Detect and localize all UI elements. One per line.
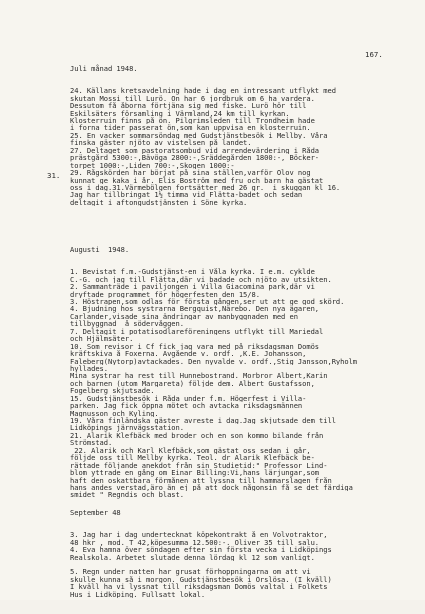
diary-line: 21. Alarik Klefbäck med broder och en son kommo bilande från bbox=[70, 431, 324, 440]
diary-line: deltagit i aftongudstjänsten i Söne kyrka. bbox=[70, 198, 248, 207]
diary-line: Dessutom få åborna förtjäna sig med fiske. Lurö hör till bbox=[70, 102, 307, 110]
diary-line: dryftade programmet för högerfesten den 15/8. bbox=[70, 290, 260, 298]
diary-line: 1. Bevistat f.m.-Gudstjänst-en i Våla kyrka. I e.m. cyklde bbox=[70, 268, 315, 276]
diary-line: Hus i Lidköping. Fullsatt lokal. bbox=[70, 590, 206, 599]
diary-line: finska gäster njöto av vistelsen på landet. bbox=[70, 139, 252, 147]
diary-line: 27. Deltaget som pastoratsombud vid arrendevärdering i Råda bbox=[70, 146, 320, 155]
diary-line: blom yttrade en gång om Einar Billing:Vi,hans lärjungar,som bbox=[70, 469, 320, 477]
diary-line: Eskilsäters församling i Värmland,24 km till kyrkan. bbox=[70, 109, 290, 117]
september-section bbox=[70, 494, 400, 613]
diary-line: kräftskiva å Foxerna. Avgående v. ordf. ,K.E. Johansson, bbox=[70, 350, 307, 358]
diary-line: 7. Deltagit i potatisodlareföreningens utflykt till Mariedal bbox=[70, 327, 324, 336]
month-heading-september: September 48 bbox=[70, 507, 121, 517]
diary-line: parken. Jag fick öppna mötet och avtacka riksdagsmännen bbox=[70, 402, 303, 410]
diary-line: och barnen (utom Margareta) följde dem. Albert Gustafsson, bbox=[70, 379, 315, 388]
diary-line: oss i dag.31.Värmebölgen fortsätter med 26 gr. i skuggan kl 16. bbox=[70, 183, 341, 192]
line-gap bbox=[70, 561, 400, 568]
diary-line: Klosterruin finns på ön. Pilgrimsleden till Trondheim hade bbox=[70, 117, 315, 125]
diary-line: och Hjälmsäter. bbox=[70, 335, 134, 343]
diary-line: kunnat ge kaka i år. Elis Boström med fru och barn ha gästat bbox=[70, 176, 324, 184]
diary-line: följde oss till Mellby kyrka. Teol. dr Alarik Klefbäck be- bbox=[70, 454, 315, 462]
diary-line: 5. Regn under natten har grusat förhoppningarna om att vi bbox=[70, 568, 311, 576]
diary-line: rättade följande anekdot från sin Studietid:" Professor Lind- bbox=[70, 461, 328, 470]
diary-line: torpet 1000:-,Liden 700:-,Skogen 1000:- bbox=[70, 161, 235, 170]
diary-line: 19. Våra finländska gäster avreste i dag.Jag skjutsade dem till bbox=[70, 417, 336, 425]
diary-line: Lidköpings järnvägsstation. bbox=[70, 424, 184, 432]
diary-line: Jag har tillbringat 1½ timma vid Flätta-badet och sedan bbox=[70, 191, 303, 199]
diary-line: tillbyggnad å södervåggen. bbox=[70, 320, 184, 328]
diary-line: 15. Gudstjänstbesök i Råda under f.m. Högerfest i Villa- bbox=[70, 394, 307, 403]
diary-line: i forna tider passerat ön,som kan uppvisa en klosterruin. bbox=[70, 124, 311, 132]
diary-line: 48 hkr , mod. T 42,köpesumma 12.500:-. Oliver 35 till salu. bbox=[70, 538, 320, 547]
diary-line: hyllades. bbox=[70, 364, 108, 373]
diary-line: 4. Bjudning hos systrarna Bergquist,Närebo. Den nya ägaren, bbox=[70, 305, 320, 313]
diary-line: 10. Som revisor i Cf fick jag vara med på riksdagsman Domös bbox=[70, 342, 320, 351]
diary-line: 25. En vacker sommarsöndag med Gudstjänstbesök i Mellby. Våra bbox=[70, 131, 328, 140]
diary-line: hans andes verstad,äro än ej på att dock någonsin få se det färdiga bbox=[70, 483, 353, 492]
diary-line: 4. Eva hamna över söndagen efter sin första vecka i Lidköpings bbox=[70, 546, 332, 554]
diary-line: Mina systrar ha rest till Hunnebostrand. Morbror Albert,Karin bbox=[70, 372, 328, 380]
diary-line: 2. Sammanträde i paviljongen i Villa Giacomina park,där vi bbox=[70, 283, 315, 291]
july-entries bbox=[70, 87, 400, 206]
diary-line: 24. Källans kretsavdelning hade i dag en intressant utflykt med bbox=[70, 87, 336, 95]
diary-line: smidet " Regndis och blast. bbox=[70, 491, 184, 499]
diary-line: prästgård 5300:-,Bävöga 2800:-,Sräddegården 1800:-, Böcker- bbox=[70, 154, 320, 162]
diary-line: Fogelberg skjutsade. bbox=[70, 387, 155, 395]
july-section bbox=[70, 50, 400, 221]
august-section bbox=[70, 231, 400, 517]
diary-line: Realskola. Arbetet slutade denna lördag kl 12 som vanligt. bbox=[70, 553, 315, 561]
diary-line: haft den oskattbara förmånen att lyssna till hammarslagen från bbox=[70, 476, 332, 484]
diary-line: C.-G. och jag till Flätta,där vi badade och njöto av utsikten. bbox=[70, 275, 332, 284]
diary-line: Carlander,visade sina ändringar av manbyggnaden med en bbox=[70, 312, 298, 321]
diary-line: Faleberg(Nytorp)avtackades. Den nyvalde v. ordf.,Stig Jansson,Ryholm bbox=[70, 357, 358, 365]
august-entries bbox=[70, 268, 400, 499]
diary-line: 22. Alarik och Karl Klefbäck,som gästat oss sedan i går, bbox=[70, 446, 311, 455]
margin-note: 31. bbox=[47, 171, 61, 180]
month-heading-august: Augusti 1948. bbox=[70, 244, 130, 254]
diary-line: 3. Höstrapen,som odlas för första gången,ser ut att ge god skörd. bbox=[70, 298, 345, 306]
diary-line: 29. Rågskörden har börjat på sina ställen,varför Olov nog bbox=[70, 169, 311, 177]
page-number: 167. bbox=[365, 50, 383, 59]
month-heading-july: Juli månad 1948. bbox=[70, 63, 138, 73]
diary-line: Strömstad. bbox=[70, 439, 113, 447]
diary-line: I kväll ha vi lyssnat till riksdagsman Domös valtal i Folkets bbox=[70, 583, 328, 591]
diary-line: skulle kunna så i morgon. Gudstjänstbesök i Örslösa. (I kväll) bbox=[70, 575, 332, 584]
september-entries bbox=[70, 531, 400, 598]
diary-line: skutan Mossi till Lurö. On har 6 jordbruk om 6 ha vardera. bbox=[70, 94, 315, 103]
diary-line: 3. Jag har i dag undertecknat köpekontrakt å en Volvotraktor, bbox=[70, 531, 328, 539]
diary-line: Magnusson och Kyling. bbox=[70, 409, 159, 417]
